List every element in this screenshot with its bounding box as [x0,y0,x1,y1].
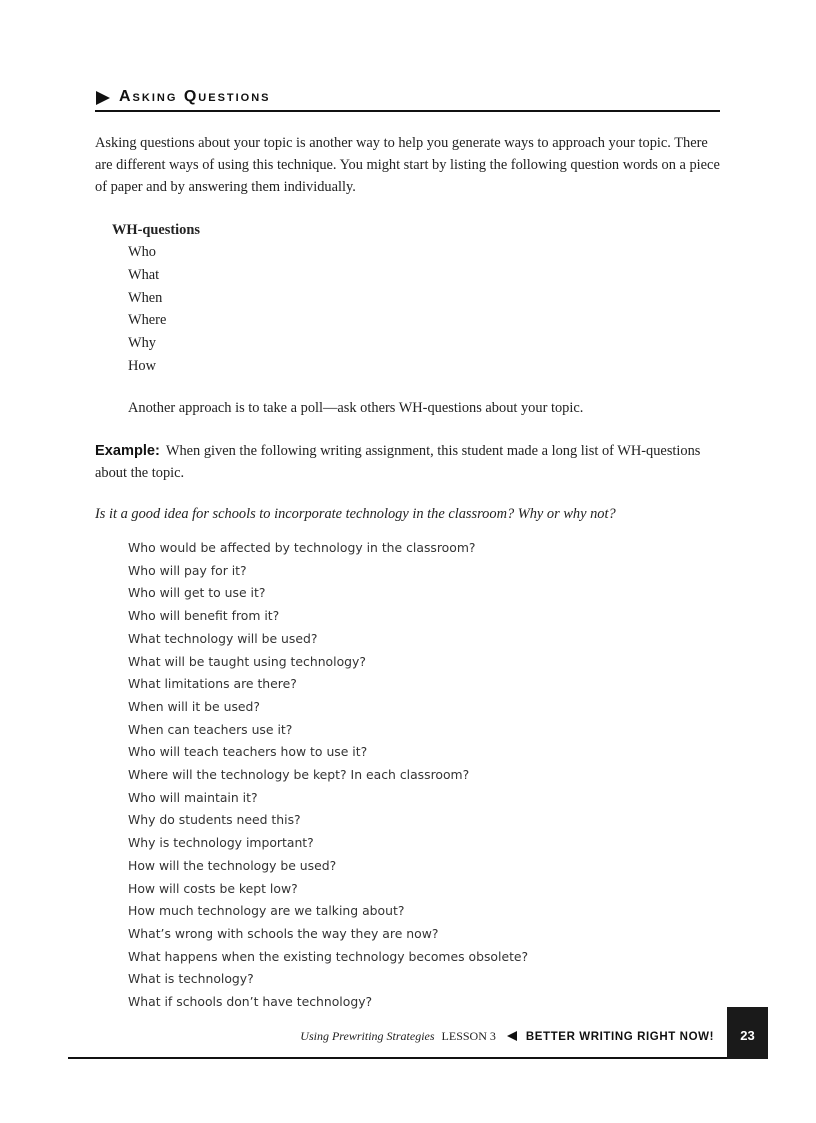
page-footer [0,1025,816,1061]
footer-lesson: LESSON 3 [441,1029,496,1043]
list-item: Who would be affected by technology in the classroom? [128,540,476,555]
list-item: What happens when the existing technology becomes obsolete? [128,948,529,964]
wh-word: What [128,266,160,283]
list-item: What will be taught using technology? [128,653,366,669]
list-item: What is technology? [128,971,254,987]
list-item: How will the technology be used? [128,857,337,873]
list-item: Where will the technology be kept? In each classroom? [128,767,470,783]
example-label: Example: [95,443,160,459]
list-item: Who will benefit from it? [128,608,280,624]
example-text: When given the following writing assignment, this student made a long list of WH-questions about the topic. [95,443,701,481]
page-number: 23 [740,1028,755,1043]
footer-chapter: Using Prewriting Strategies [300,1029,435,1043]
list-item: When can teachers use it? [128,721,293,737]
list-item: Who will get to use it? [128,585,266,601]
wh-word: When [128,289,163,306]
list-item: What’s wrong with schools the way they are now? [128,925,439,941]
section-header [95,86,720,112]
list-item: When will it be used? [128,698,260,714]
right-triangle-icon [96,91,110,105]
list-item: What limitations are there? [128,676,297,692]
poll-paragraph: Another approach is to take a poll—ask others WH-questions about your topic. [128,400,584,416]
student-questions-list [128,537,528,1014]
footer-text [300,1029,714,1044]
wh-word: Why [128,335,156,352]
list-item: What if schools don’t have technology? [128,994,373,1010]
list-item: Who will pay for it? [128,562,247,578]
list-item: Who will teach teachers how to use it? [128,744,368,760]
list-item: Why is technology important? [128,835,314,851]
wh-questions-heading: WH-questions [112,222,200,238]
list-item: Why do students need this? [128,812,301,828]
list-item: What technology will be used? [128,630,318,646]
wh-word: Where [128,312,167,329]
page-number-box [727,1007,768,1059]
footer-book-title: BETTER WRITING RIGHT NOW! [525,1031,714,1043]
wh-word: Who [128,244,156,260]
writing-prompt: Is it a good idea for schools to incorporate technology in the classroom? Why or why not? [95,506,616,522]
list-item: How much technology are we talking about? [128,903,405,919]
list-item: How will costs be kept low? [128,880,298,896]
left-triangle-icon [507,1031,517,1041]
wh-word: How [128,357,156,374]
footer-rule [68,1057,768,1059]
wh-questions-list [128,241,166,378]
section-title: Asking Questions [119,88,271,105]
list-item: Who will maintain it? [128,789,258,805]
intro-paragraph: Asking questions about your topic is another way to help you generate ways to approach your topic. There are different ways of using this technique. You might start by listing the following question words on a piece of paper and by answering them individually. [95,135,720,195]
example-paragraph [95,440,721,484]
